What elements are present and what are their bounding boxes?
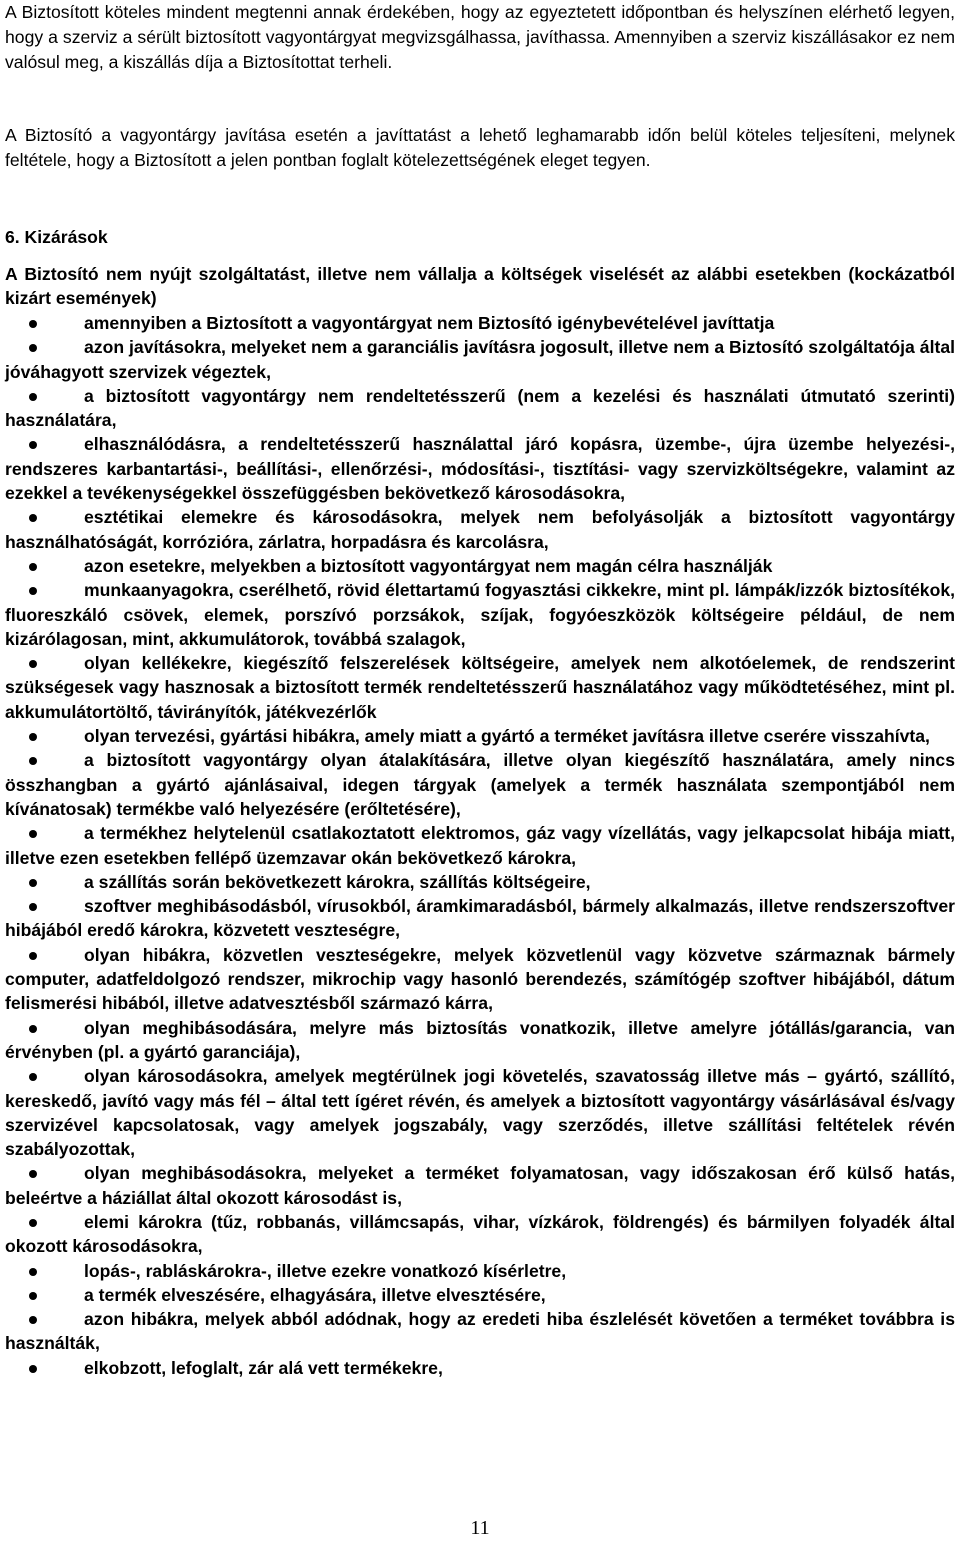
- bullet-icon: [29, 1292, 37, 1300]
- list-item-text: a termékhez helytelenül csatlakoztatott elektromos, gáz vagy vízellátás, vagy jelkapcsolat hibája miatt, illetve ezen esetekben fellépő üzemzavar okán bekövetkező károkra,: [5, 823, 955, 868]
- list-item: [5, 1283, 955, 1307]
- list-item: [5, 432, 955, 505]
- list-item: [5, 1259, 955, 1283]
- bullet-icon: [29, 733, 37, 741]
- list-item-text: azon hibákra, melyek abból adódnak, hogy az eredeti hiba észlelését követően a terméket továbbra is használták,: [5, 1309, 955, 1354]
- section-intro: A Biztosító nem nyújt szolgáltatást, illetve nem vállalja a költségek viselését az alábbi esetekben (kockázatból kizárt események): [5, 264, 955, 308]
- bullet-icon: [29, 660, 37, 668]
- list-item: [5, 870, 955, 894]
- list-item: [5, 311, 955, 335]
- list-item: [5, 748, 955, 821]
- bullet-icon: [29, 952, 37, 960]
- bullet-icon: [29, 514, 37, 522]
- list-item-text: a szállítás során bekövetkezett károkra, szállítás költségeire,: [84, 871, 591, 892]
- list-item: [5, 554, 955, 578]
- list-item: [5, 943, 955, 1016]
- bullet-icon: [29, 830, 37, 838]
- list-item: [5, 335, 955, 384]
- bullet-icon: [29, 903, 37, 911]
- list-item-text: azon esetekre, melyekben a biztosított vagyontárgyat nem magán célra használják: [84, 555, 773, 576]
- list-item: [5, 1161, 955, 1210]
- bullet-icon: [29, 1268, 37, 1276]
- bullet-icon: [29, 1025, 37, 1033]
- list-item: [5, 384, 955, 433]
- list-item-text: munkaanyagokra, cserélhető, rövid élettartamú fogyasztási cikkekre, mint pl. lámpák/izzók biztosítékok, fluoreszkáló csövek, elemek, porszívó porzsákok, szíjak, fogyóeszközök költségeire például, de nem kizárólagosan, mint, akkumulátorok, továbbá szalagok,: [5, 580, 955, 649]
- list-item-text: amennyiben a Biztosított a vagyontárgyat nem Biztosító igénybevételével javíttatja: [84, 313, 775, 333]
- bullet-icon: [29, 1073, 37, 1081]
- list-item-text: olyan hibákra, közvetlen veszteségekre, melyek közvetlenül vagy közvetve származnak bármely computer, adatfeldolgozó rendszer, mikrochip vagy hasonló berendezés, számítógép szoftver hibájából, dátum felismerési hibából, illetve adatvesztésből származó kárra,: [5, 944, 955, 1014]
- list-item: [5, 578, 955, 651]
- bullet-icon: [29, 563, 37, 571]
- list-item: [5, 1064, 955, 1161]
- list-item-text: elkobzott, lefoglalt, zár alá vett termékekre,: [84, 1357, 443, 1378]
- bullet-icon: [29, 1365, 37, 1373]
- page-number: 11: [470, 1517, 490, 1539]
- bullet-icon: [29, 441, 37, 449]
- list-item: [5, 1210, 955, 1259]
- bullet-icon: [29, 344, 37, 352]
- list-item: [5, 1307, 955, 1356]
- list-item-text: szoftver meghibásodásból, vírusokból, áramkimaradásból, bármely alkalmazás, illetve rendszerszoftver hibájából eredő károkra, közvetett veszteségre,: [5, 896, 955, 941]
- list-item: [5, 1016, 955, 1065]
- list-item-text: azon javításokra, melyeket nem a garanciális javításra jogosult, illetve nem a Biztosító szolgáltatója által jóváhagyott szervizek végeztek,: [5, 337, 955, 382]
- list-item-text: elhasználódásra, a rendeltetésszerű használattal járó kopásra, üzembe-, újra üzembe helyezési-, rendszeres karbantartási-, beállítási-, ellenőrzési-, módosítási-, tisztítási- vagy szervizköltségekre, valamint az ezekkel a tevékenységekkel összefüggésben bekövetkező károsodásokra,: [5, 434, 955, 504]
- bullet-icon: [29, 879, 37, 887]
- list-item: [5, 821, 955, 870]
- list-item: [5, 505, 955, 554]
- list-item-text: lopás-, rabláskárokra-, illetve ezekre vonatkozó kísérletre,: [84, 1260, 567, 1281]
- paragraph-repair-deadline: A Biztosító a vagyontárgy javítása esetén a javíttatást a lehető leghamarabb időn belül köteles teljesíteni, melynek feltétele, hogy a Biztosított a jelen pontban foglalt kötelezettségének eleget tegyen.: [5, 125, 955, 170]
- paragraph-availability: A Biztosított köteles mindent megtenni annak érdekében, hogy az egyeztetett időpontban és helyszínen elérhető legyen, hogy a szerviz a sérült biztosított vagyontárgyat megvizsgálhassa, javíthassa. Amennyiben a szerviz kiszállásakor ez nem valósul meg, a kiszállás díja a Biztosítottat terheli.: [5, 2, 955, 72]
- list-item-text: olyan tervezési, gyártási hibákra, amely miatt a gyártó a terméket javításra illetve cserére visszahívta,: [84, 726, 930, 747]
- bullet-icon: [29, 320, 37, 328]
- list-item-text: esztétikai elemekre és károsodásokra, melyek nem befolyásolják a biztosított vagyontárgy használhatóságát, korrózióra, zárlatra, horpadásra és karcolásra,: [5, 507, 955, 552]
- list-item: [5, 724, 955, 748]
- list-item-text: olyan kellékekre, kiegészítő felszerelések költségeire, amelyek nem alkotóelemek, de rendszerint szükségesek vagy hasznosak a biztosított termék rendeltetésszerű használatához vagy működtetéséhez, mint pl. akkumulátortöltő, távirányítók, játékvezérlők: [5, 653, 955, 722]
- bullet-icon: [29, 1316, 37, 1324]
- list-item-text: elemi károkra (tűz, robbanás, villámcsapás, vihar, vízkárok, földrengés) és bármilyen folyadék által okozott károsodásokra,: [5, 1211, 955, 1257]
- exclusions-list: [5, 311, 955, 1380]
- list-item: [5, 894, 955, 943]
- bullet-icon: [29, 587, 37, 595]
- list-item-text: olyan meghibásodásokra, melyeket a terméket folyamatosan, vagy időszakosan érő külső hatás, beleértve a háziállat által okozott károsodást is,: [5, 1163, 955, 1208]
- section-heading: 6. Kizárások: [5, 227, 108, 247]
- bullet-icon: [29, 393, 37, 401]
- list-item: [5, 1356, 955, 1380]
- list-item-text: a termék elveszésére, elhagyására, illetve elvesztésére,: [84, 1284, 546, 1305]
- bullet-icon: [29, 757, 37, 765]
- list-item-text: a biztosított vagyontárgy olyan átalakítására, illetve olyan kiegészítő használatára, amely nincs összhangban a gyártó ajánlásaival, idegen tárgyak (amelyek a termék használata szempontjából nem kívánatosak) termékbe való helyezésére (erőltetésére),: [5, 750, 955, 819]
- list-item-text: olyan károsodásokra, amelyek megtérülnek jogi követelés, szavatosság illetve más – gyártó, szállító, kereskedő, javító vagy más fél – által tett ígéret révén, és amelyek a biztosított vagyontárgy vásárlásával és/vagy szervizével kapcsolatosak, vagy amelyek jogszabály, vagy szerződés, illetve szállítási feltételek révén szabályozottak,: [5, 1066, 955, 1160]
- list-item-text: olyan meghibásodására, melyre más biztosítás vonatkozik, illetve amelyre jótállás/garancia, van érvényben (pl. a gyártó garanciája),: [5, 1017, 955, 1062]
- bullet-icon: [29, 1219, 37, 1227]
- list-item-text: a biztosított vagyontárgy nem rendeltetésszerű (nem a kezelési és használati útmutató szerinti) használatára,: [5, 385, 955, 431]
- bullet-icon: [29, 1170, 37, 1178]
- list-item: [5, 651, 955, 724]
